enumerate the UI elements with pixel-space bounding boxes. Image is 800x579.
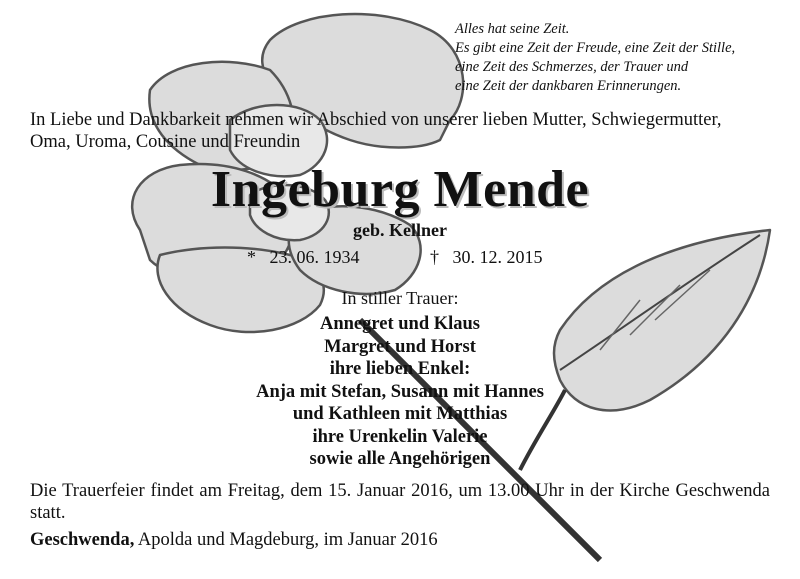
- poem-line: eine Zeit der dankbaren Erinnerungen.: [455, 78, 682, 94]
- mourning-heading: In stiller Trauer:: [341, 288, 459, 308]
- intro-line-1: In Liebe und Dankbarkeit nehmen wir Abschied von unserer lieben Mutter, Schwiegermutter,: [30, 110, 722, 130]
- mourner-line: Annegret und Klaus: [319, 314, 481, 334]
- place-date-line: [30, 530, 438, 551]
- poem-line: Es gibt eine Zeit der Freude, eine Zeit der Stille,: [455, 40, 736, 56]
- mourner-line: Anja mit Stefan, Susann mit Hannes: [256, 381, 544, 402]
- poem: [455, 20, 790, 96]
- death-date: 30. 12. 2015: [452, 247, 543, 267]
- death-symbol: †: [430, 247, 439, 267]
- birth-date-group: [247, 247, 360, 268]
- deceased-name: Ingeburg Mende: [210, 161, 590, 218]
- mourner-line: ihre lieben Enkel:: [329, 359, 471, 379]
- birth-date: 23. 06. 1934: [269, 247, 360, 267]
- mourner-line: sowie alle Angehörigen: [309, 449, 491, 469]
- poem-line: Alles hat seine Zeit.: [455, 21, 570, 37]
- intro-text: [30, 109, 780, 153]
- intro-line-2: Oma, Uroma, Cousine und Freundin: [30, 132, 301, 152]
- funeral-notice: Die Trauerfeier findet am Freitag, dem 15. Januar 2016, um 13.00 Uhr in der Kirche Geschwenda statt.: [30, 481, 770, 523]
- poem-line: eine Zeit des Schmerzes, der Trauer und: [455, 59, 689, 75]
- place-rest: Apolda und Magdeburg, im Januar 2016: [134, 530, 438, 550]
- death-date-group: [430, 247, 543, 268]
- birth-name: geb. Kellner: [353, 220, 447, 240]
- mourner-line: Margret und Horst: [324, 336, 476, 357]
- mourner-line: ihre Urenkelin Valerie: [312, 426, 488, 447]
- mourner-line: und Kathleen mit Matthias: [292, 404, 508, 424]
- mourners-list: [0, 313, 800, 471]
- birth-symbol: *: [247, 247, 256, 267]
- place-town: Geschwenda,: [30, 530, 135, 550]
